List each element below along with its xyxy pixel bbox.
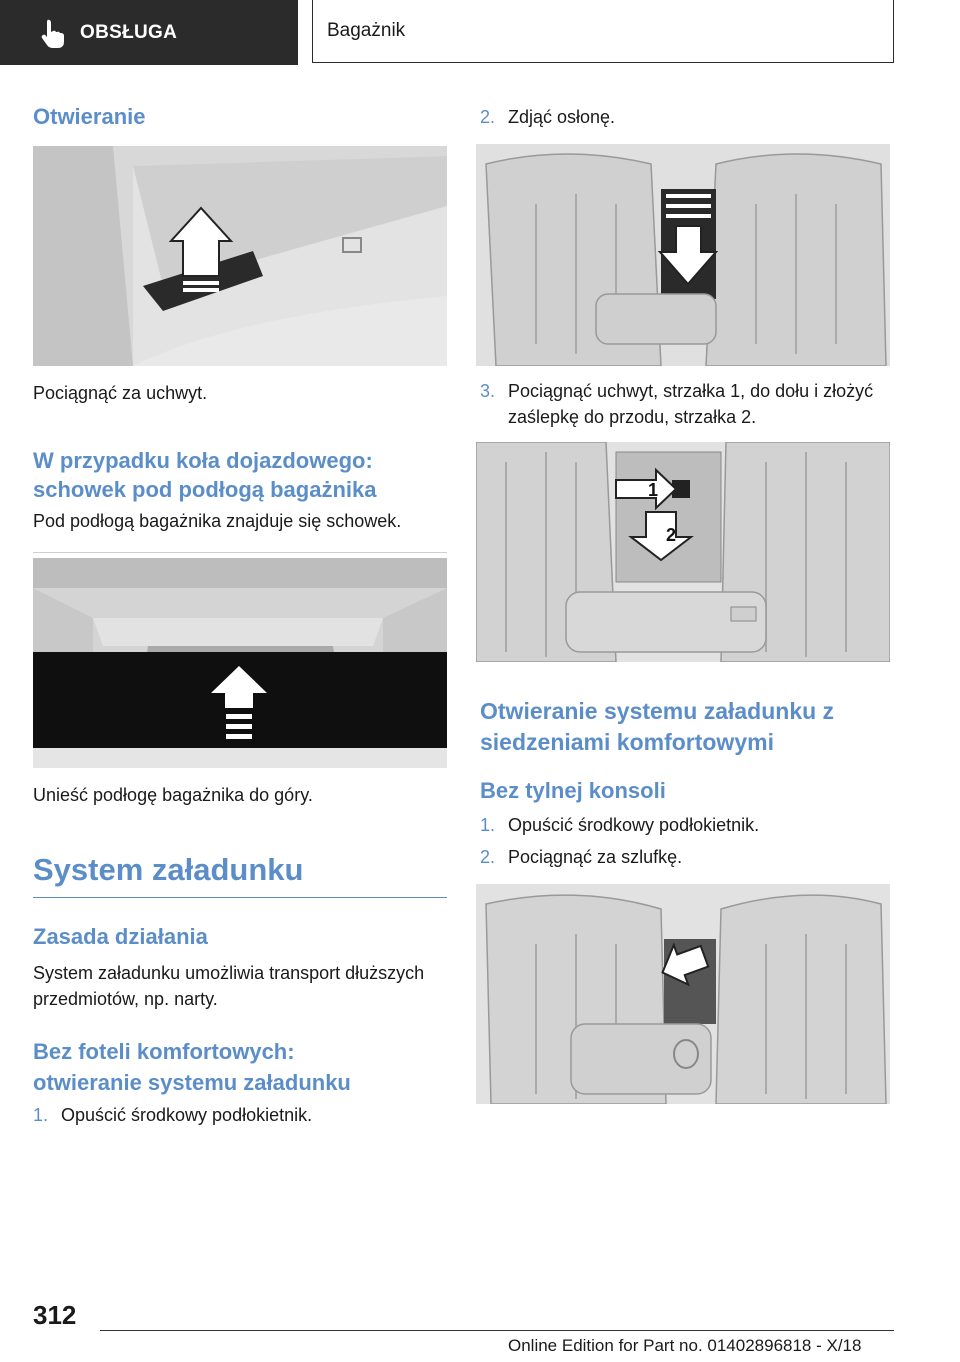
footer-rule xyxy=(100,1330,894,1331)
step-number: 2. xyxy=(480,847,496,867)
heading-system: System załadunku xyxy=(33,852,304,887)
step-text: Opuścić środkowy podłokietnik. xyxy=(508,815,760,835)
step-number: 2. xyxy=(480,107,496,127)
footer-edition: Online Edition for Part no. 01402896818 - X/18 xyxy=(508,1336,862,1355)
step-text-line2: zaślepkę do przodu, strzałka 2. xyxy=(508,407,757,427)
heading-spare-wheel-line1: W przypadku koła dojazdowego: xyxy=(33,448,373,473)
step-text: Zdjąć osłonę. xyxy=(508,107,616,127)
list-item xyxy=(480,844,682,870)
step-number: 1. xyxy=(33,1105,49,1125)
page-number: 312 xyxy=(33,1300,77,1330)
figure-label: 2 xyxy=(666,525,677,545)
section-title: OBSŁUGA xyxy=(80,21,178,43)
heading-bez-foteli-line1: Bez foteli komfortowych: xyxy=(33,1039,295,1064)
step-text: Pociągnąć za szlufkę. xyxy=(508,847,683,867)
figure-trunk-handle xyxy=(33,146,447,366)
figure-pull-loop xyxy=(476,884,890,1104)
heading-comfort xyxy=(480,696,834,758)
caption-lift-floor: Unieść podłogę bagażnika do góry. xyxy=(33,785,313,805)
step-text-line1: Pociągnąć uchwyt, strzałka 1, do dołu i złożyć xyxy=(508,381,874,401)
text-zasada-line2: przedmiotów, np. narty. xyxy=(33,989,218,1009)
heading-comfort-line2: siedzeniami komfortowymi xyxy=(480,729,774,755)
heading-zasada: Zasada działania xyxy=(33,924,208,949)
step-number: 1. xyxy=(480,815,496,835)
figure-trunk-floor xyxy=(33,558,447,768)
figure-label: 1 xyxy=(648,480,659,500)
text-spare-storage: Pod podłogą bagażnika znajduje się schowek. xyxy=(33,511,402,531)
heading-bez-konsoli: Bez tylnej konsoli xyxy=(480,778,666,803)
heading-bez-foteli-line2: otwieranie systemu załadunku xyxy=(33,1070,351,1095)
heading-spare-wheel-line2: schowek pod podłogą bagażnika xyxy=(33,477,377,502)
chapter-header xyxy=(312,0,894,63)
caption-pull-handle: Pociągnąć za uchwyt. xyxy=(33,383,208,403)
step-text xyxy=(508,378,873,430)
section-tab xyxy=(0,0,298,65)
figure-pull-fold xyxy=(476,442,890,662)
divider xyxy=(33,552,447,553)
step-text: Opuścić środkowy podłokietnik. xyxy=(61,1105,313,1125)
list-item xyxy=(480,378,873,430)
list-item xyxy=(33,1102,312,1128)
heading-system-rule xyxy=(33,897,447,898)
heading-spare-wheel xyxy=(33,446,377,504)
chapter-title: Bagażnik xyxy=(327,20,406,41)
heading-comfort-line1: Otwieranie systemu załadunku z xyxy=(480,698,835,724)
text-zasada xyxy=(33,960,424,1012)
hand-pointer-icon xyxy=(38,18,66,48)
list-item xyxy=(480,812,759,838)
step-number: 3. xyxy=(480,381,496,401)
text-zasada-line1: System załadunku umożliwia transport dłuższych xyxy=(33,963,425,983)
heading-bez-foteli xyxy=(33,1036,351,1098)
figure-remove-cover xyxy=(476,144,890,366)
heading-otwieranie: Otwieranie xyxy=(33,104,146,129)
list-item xyxy=(480,104,615,130)
